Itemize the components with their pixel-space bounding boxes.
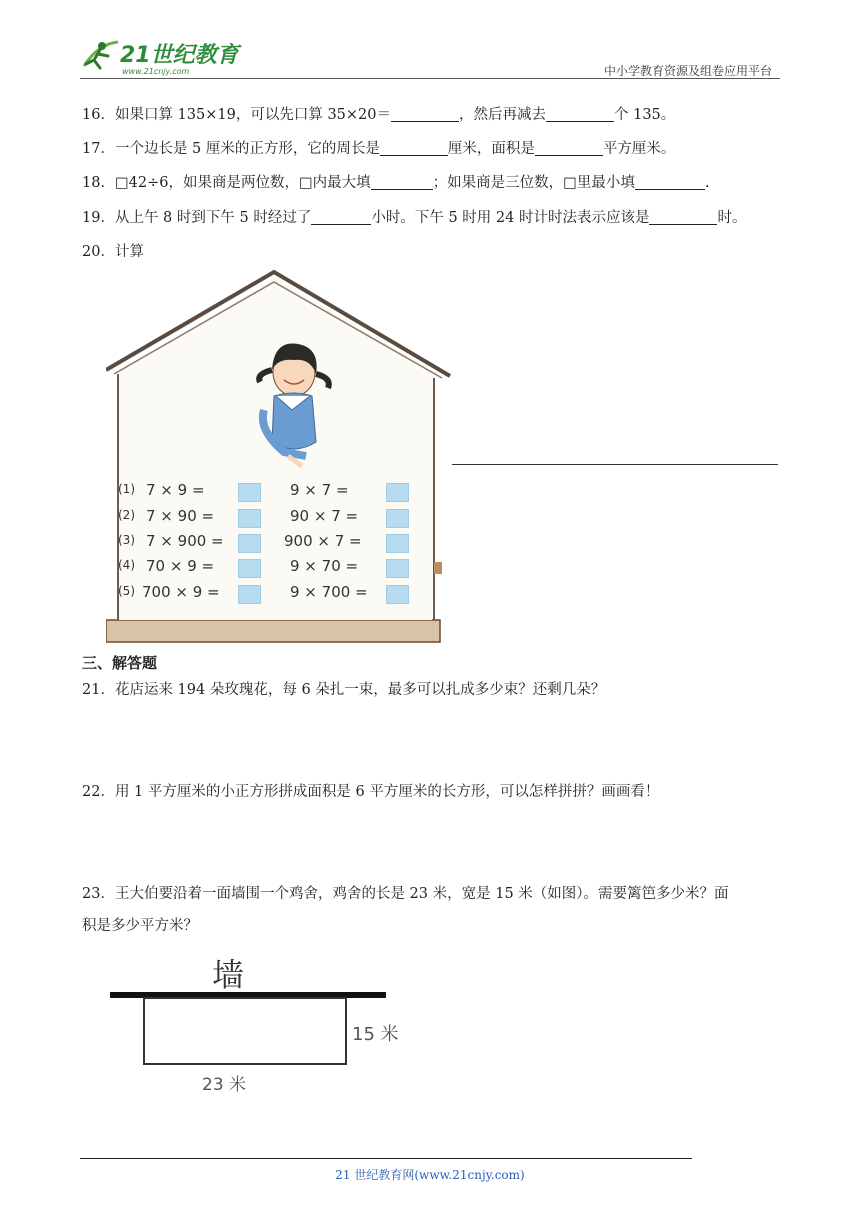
calc-label: (3) xyxy=(118,533,135,547)
question-16: 16．如果口算 135×19，可以先口算 35×20＝ ，然后再减去 个 135。 xyxy=(82,107,676,123)
calc-label: (4) xyxy=(118,558,135,572)
site-logo xyxy=(78,36,248,80)
question-20: 20．计算 xyxy=(82,244,144,260)
question-23-line2: 积是多少平方米？ xyxy=(82,918,198,934)
footer-link[interactable]: 21 世纪教育网(www.21cnjy.com) xyxy=(335,1168,525,1182)
answer-box[interactable] xyxy=(238,509,261,528)
length-label: 23 米 xyxy=(202,1075,247,1095)
answer-box[interactable] xyxy=(386,534,409,553)
blank[interactable] xyxy=(635,175,705,190)
section-title: 三、解答题 xyxy=(82,654,158,672)
calc-right: 9 × 70 = xyxy=(290,557,359,575)
calc-left: 7 × 900 = xyxy=(146,532,224,550)
question-23-line1: 23．王大伯要沿着一面墙围一个鸡舍，鸡舍的长是 23 米，宽是 15 米（如图）。需要篱笆多少米？面 xyxy=(82,886,729,902)
logo-url: www.21cnjy.com xyxy=(122,67,190,76)
header-slogan: 中小学教育资源及组卷应用平台 xyxy=(603,64,772,78)
calc-left: 7 × 90 = xyxy=(146,507,215,525)
calc-left: 7 × 9 = xyxy=(146,481,205,499)
wall-label: 墙 xyxy=(212,956,245,994)
answer-line[interactable] xyxy=(452,464,778,465)
calc-left: 700 × 9 = xyxy=(142,583,220,601)
calc-label: (5) xyxy=(118,584,135,598)
blank[interactable] xyxy=(391,107,459,122)
question-19: 19．从上午 8 时到下午 5 时经过了 小时。下午 5 时用 24 时计时法表示应该是 时。 xyxy=(82,210,747,226)
calc-right: 9 × 700 = xyxy=(290,583,368,601)
calc-right: 9 × 7 = xyxy=(290,481,349,499)
blank[interactable] xyxy=(311,210,371,225)
coop-figure xyxy=(108,950,428,1100)
header-divider xyxy=(80,78,780,79)
answer-box[interactable] xyxy=(386,559,409,578)
footer-divider xyxy=(80,1158,692,1159)
calc-right: 900 × 7 = xyxy=(284,532,362,550)
answer-box[interactable] xyxy=(238,534,261,553)
answer-box[interactable] xyxy=(386,509,409,528)
width-label: 15 米 xyxy=(352,1024,399,1045)
answer-box[interactable] xyxy=(386,483,409,502)
question-17: 17．一个边长是 5 厘米的正方形，它的周长是 厘米，面积是 平方厘米。 xyxy=(82,141,676,157)
question-21: 21．花店运来 194 朵玫瑰花，每 6 朵扎一束，最多可以扎成多少束？还剩几朵？ xyxy=(82,682,606,698)
question-18: 18．□42÷6，如果商是两位数，□内最大填 ；如果商是三位数，□里最小填 . xyxy=(82,175,710,191)
blank[interactable] xyxy=(380,141,448,156)
blank[interactable] xyxy=(546,107,614,122)
answer-box[interactable] xyxy=(238,559,261,578)
blank[interactable] xyxy=(535,141,603,156)
logo-text: 21世纪教育 xyxy=(120,43,239,68)
calc-label: (2) xyxy=(118,508,135,522)
calc-label: (1) xyxy=(118,482,135,496)
answer-box[interactable] xyxy=(386,585,409,604)
house-illustration xyxy=(106,270,452,644)
calc-left: 70 × 9 = xyxy=(146,557,215,575)
calc-right: 90 × 7 = xyxy=(290,507,359,525)
blank[interactable] xyxy=(371,175,433,190)
blank[interactable] xyxy=(649,210,717,225)
answer-box[interactable] xyxy=(238,483,261,502)
answer-box[interactable] xyxy=(238,585,261,604)
question-22: 22．用 1 平方厘米的小正方形拼成面积是 6 平方厘米的长方形，可以怎样拼拼？画画看！ xyxy=(82,784,660,800)
